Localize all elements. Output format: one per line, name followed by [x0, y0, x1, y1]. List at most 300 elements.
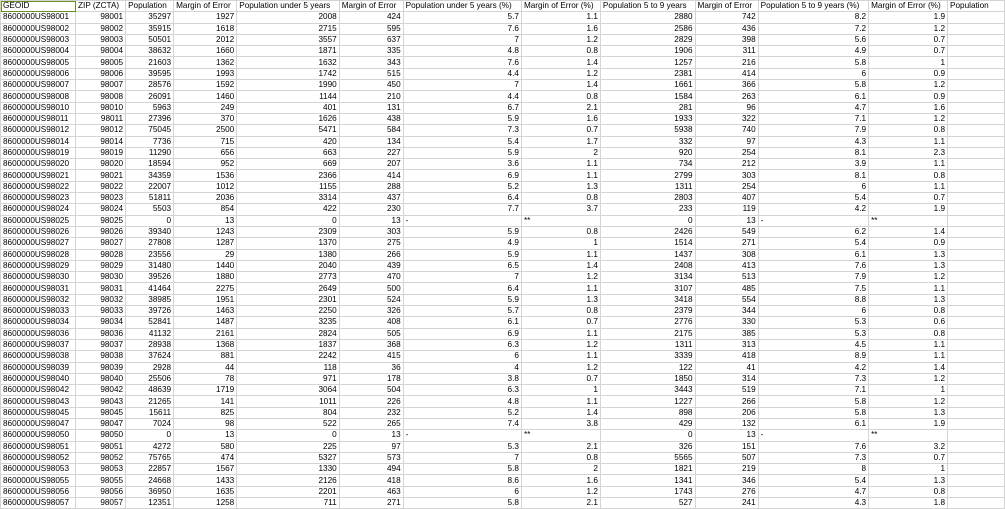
table-cell[interactable]: 2824	[237, 328, 339, 339]
table-cell[interactable]: 4.5	[758, 339, 868, 350]
table-cell[interactable]: 0.8	[521, 452, 600, 463]
table-cell[interactable]: 2366	[237, 170, 339, 181]
table-cell[interactable]: 254	[695, 147, 758, 158]
table-cell[interactable]: 8600000US98032	[1, 294, 76, 305]
table-cell[interactable]: 8600000US98012	[1, 125, 76, 136]
table-cell[interactable]: 1660	[174, 46, 237, 57]
table-cell[interactable]: 500	[339, 283, 403, 294]
table-cell[interactable]: 1011	[237, 396, 339, 407]
table-cell[interactable]: 1.2	[869, 396, 948, 407]
table-cell[interactable]: 31480	[126, 260, 174, 271]
table-cell[interactable]: 98012	[76, 125, 126, 136]
table-cell[interactable]: 637	[339, 34, 403, 45]
table-cell[interactable]: 7	[403, 452, 521, 463]
table-cell[interactable]: 1871	[237, 46, 339, 57]
table-cell[interactable]: 0.9	[869, 91, 948, 102]
table-cell[interactable]: 343	[339, 57, 403, 68]
table-cell[interactable]: 8600000US98027	[1, 238, 76, 249]
table-cell[interactable]: 1.2	[869, 113, 948, 124]
table-cell[interactable]: 8600000US98057	[1, 498, 76, 509]
table-cell[interactable]: 1.1	[521, 396, 600, 407]
table-cell[interactable]: 233	[600, 204, 695, 215]
table-cell[interactable]: 98047	[76, 418, 126, 429]
table-cell[interactable]: 8600000US98030	[1, 272, 76, 283]
table-cell[interactable]: 8600000US98014	[1, 136, 76, 147]
table-cell[interactable]: 5.9	[403, 147, 521, 158]
table-cell[interactable]: 1311	[600, 339, 695, 350]
table-cell[interactable]: 2715	[237, 23, 339, 34]
table-cell[interactable]: 3.9	[758, 159, 868, 170]
table-cell[interactable]	[948, 102, 1005, 113]
table-cell[interactable]: 1243	[174, 226, 237, 237]
table-cell[interactable]: 414	[339, 170, 403, 181]
table-cell[interactable]: 311	[695, 46, 758, 57]
table-cell[interactable]: 2381	[600, 68, 695, 79]
table-cell[interactable]: 7.6	[758, 441, 868, 452]
table-cell[interactable]: 669	[237, 159, 339, 170]
table-cell[interactable]: 2.1	[521, 498, 600, 509]
table-cell[interactable]: 98010	[76, 102, 126, 113]
table-cell[interactable]: 1990	[237, 80, 339, 91]
table-cell[interactable]: 265	[339, 418, 403, 429]
table-cell[interactable]: 6	[758, 181, 868, 192]
table-cell[interactable]: 5.9	[403, 226, 521, 237]
table-cell[interactable]: 3443	[600, 385, 695, 396]
column-header[interactable]: Margin of Error (%)	[521, 1, 600, 12]
table-cell[interactable]: 1	[869, 57, 948, 68]
table-cell[interactable]: 1.6	[521, 113, 600, 124]
table-cell[interactable]: 6	[403, 486, 521, 497]
table-cell[interactable]: 1012	[174, 181, 237, 192]
table-cell[interactable]: 7.3	[758, 452, 868, 463]
table-cell[interactable]: 6.1	[758, 91, 868, 102]
table-cell[interactable]: 1	[521, 238, 600, 249]
table-cell[interactable]	[948, 441, 1005, 452]
table-cell[interactable]	[948, 147, 1005, 158]
table-cell[interactable]: 6.1	[758, 418, 868, 429]
table-cell[interactable]: 98045	[76, 407, 126, 418]
table-cell[interactable]: 6.9	[403, 328, 521, 339]
table-cell[interactable]: 6.9	[403, 170, 521, 181]
table-cell[interactable]: 804	[237, 407, 339, 418]
table-cell[interactable]: 401	[237, 102, 339, 113]
table-cell[interactable]: 98003	[76, 34, 126, 45]
table-cell[interactable]: 1.4	[869, 362, 948, 373]
table-cell[interactable]: 131	[339, 102, 403, 113]
table-cell[interactable]: 7024	[126, 418, 174, 429]
table-cell[interactable]: 266	[695, 396, 758, 407]
table-cell[interactable]: 4.3	[758, 498, 868, 509]
table-cell[interactable]: 98006	[76, 68, 126, 79]
table-cell[interactable]: 0.7	[521, 317, 600, 328]
table-cell[interactable]: 36	[339, 362, 403, 373]
table-cell[interactable]: 8.2	[758, 12, 868, 23]
table-cell[interactable]: 1.2	[521, 362, 600, 373]
table-cell[interactable]: 12351	[126, 498, 174, 509]
table-cell[interactable]: 370	[174, 113, 237, 124]
table-cell[interactable]: 414	[695, 68, 758, 79]
column-header[interactable]: Population	[948, 1, 1005, 12]
table-cell[interactable]: 4.9	[403, 238, 521, 249]
table-cell[interactable]: 8600000US98037	[1, 339, 76, 350]
table-cell[interactable]: 0	[237, 215, 339, 226]
table-cell[interactable]: 3339	[600, 351, 695, 362]
table-cell[interactable]: 1	[521, 385, 600, 396]
table-cell[interactable]: 1743	[600, 486, 695, 497]
table-cell[interactable]: 1993	[174, 68, 237, 79]
table-cell[interactable]	[948, 238, 1005, 249]
table-cell[interactable]: 8600000US98050	[1, 430, 76, 441]
table-cell[interactable]: 1.2	[869, 23, 948, 34]
table-cell[interactable]: 424	[339, 12, 403, 23]
table-cell[interactable]: 1927	[174, 12, 237, 23]
table-cell[interactable]: 227	[339, 147, 403, 158]
table-cell[interactable]: 7	[403, 272, 521, 283]
table-cell[interactable]	[948, 328, 1005, 339]
table-cell[interactable]: 407	[695, 193, 758, 204]
table-cell[interactable]: 413	[695, 260, 758, 271]
table-cell[interactable]: 2175	[600, 328, 695, 339]
table-cell[interactable]: 2	[521, 147, 600, 158]
column-header[interactable]: ZIP (ZCTA)	[76, 1, 126, 12]
table-cell[interactable]: 36950	[126, 486, 174, 497]
table-cell[interactable]: 1.2	[521, 34, 600, 45]
table-cell[interactable]: -	[403, 430, 521, 441]
table-cell[interactable]: 8600000US98011	[1, 113, 76, 124]
table-cell[interactable]: 8600000US98021	[1, 170, 76, 181]
table-cell[interactable]: 415	[339, 351, 403, 362]
table-cell[interactable]: 2250	[237, 306, 339, 317]
table-cell[interactable]: 98026	[76, 226, 126, 237]
table-cell[interactable]: 1.2	[521, 272, 600, 283]
table-cell[interactable]: 308	[695, 249, 758, 260]
table-cell[interactable]: 1821	[600, 464, 695, 475]
table-cell[interactable]: 2.1	[521, 441, 600, 452]
table-cell[interactable]: 8600000US98001	[1, 12, 76, 23]
table-cell[interactable]: 429	[600, 418, 695, 429]
table-cell[interactable]: 7.5	[758, 283, 868, 294]
table-cell[interactable]: 1227	[600, 396, 695, 407]
table-cell[interactable]: 1	[869, 385, 948, 396]
table-cell[interactable]: 5503	[126, 204, 174, 215]
table-cell[interactable]: 0.8	[869, 328, 948, 339]
table-cell[interactable]: 98053	[76, 464, 126, 475]
table-cell[interactable]: 98011	[76, 113, 126, 124]
table-cell[interactable]: 1.7	[521, 136, 600, 147]
table-cell[interactable]: 281	[600, 102, 695, 113]
table-cell[interactable]: 50501	[126, 34, 174, 45]
table-cell[interactable]: 5.8	[758, 396, 868, 407]
table-cell[interactable]: 346	[695, 475, 758, 486]
table-cell[interactable]: 1.4	[521, 260, 600, 271]
table-cell[interactable]: 4.4	[403, 68, 521, 79]
table-cell[interactable]: 1.3	[521, 294, 600, 305]
table-cell[interactable]: 2	[521, 464, 600, 475]
table-cell[interactable]: 8600000US98010	[1, 102, 76, 113]
table-cell[interactable]	[948, 170, 1005, 181]
table-cell[interactable]: 97	[695, 136, 758, 147]
table-cell[interactable]	[948, 34, 1005, 45]
table-cell[interactable]: 3.6	[403, 159, 521, 170]
table-cell[interactable]: 39726	[126, 306, 174, 317]
table-cell[interactable]: 7.4	[403, 418, 521, 429]
table-cell[interactable]: 1155	[237, 181, 339, 192]
table-cell[interactable]: 1719	[174, 385, 237, 396]
table-cell[interactable]: 4	[403, 362, 521, 373]
table-cell[interactable]: 0.8	[521, 46, 600, 57]
table-cell[interactable]: 141	[174, 396, 237, 407]
table-cell[interactable]: 595	[339, 23, 403, 34]
table-cell[interactable]: 206	[695, 407, 758, 418]
table-cell[interactable]: 1592	[174, 80, 237, 91]
table-cell[interactable]: 952	[174, 159, 237, 170]
table-cell[interactable]: 3557	[237, 34, 339, 45]
table-cell[interactable]: -	[758, 215, 868, 226]
table-cell[interactable]: 151	[695, 441, 758, 452]
table-cell[interactable]: 1.9	[869, 204, 948, 215]
table-cell[interactable]: 5565	[600, 452, 695, 463]
table-cell[interactable]: 1463	[174, 306, 237, 317]
table-cell[interactable]: 313	[695, 339, 758, 350]
table-cell[interactable]: 0	[237, 430, 339, 441]
table-cell[interactable]: 0.8	[869, 486, 948, 497]
table-cell[interactable]: 8600000US98007	[1, 80, 76, 91]
table-cell[interactable]: 2379	[600, 306, 695, 317]
table-cell[interactable]: 1951	[174, 294, 237, 305]
table-cell[interactable]: 7	[403, 34, 521, 45]
table-cell[interactable]	[948, 430, 1005, 441]
table-cell[interactable]: 38985	[126, 294, 174, 305]
table-cell[interactable]: 13	[339, 430, 403, 441]
table-cell[interactable]: 1618	[174, 23, 237, 34]
table-cell[interactable]: 96	[695, 102, 758, 113]
table-cell[interactable]: 21603	[126, 57, 174, 68]
table-cell[interactable]: 8600000US98003	[1, 34, 76, 45]
table-cell[interactable]: 1.1	[869, 181, 948, 192]
table-cell[interactable]: 734	[600, 159, 695, 170]
table-cell[interactable]: 303	[695, 170, 758, 181]
table-cell[interactable]: 437	[339, 193, 403, 204]
table-cell[interactable]: 23556	[126, 249, 174, 260]
table-cell[interactable]: 41464	[126, 283, 174, 294]
table-cell[interactable]: 8	[758, 464, 868, 475]
table-cell[interactable]: 2426	[600, 226, 695, 237]
table-cell[interactable]: 1.2	[521, 339, 600, 350]
table-cell[interactable]: 881	[174, 351, 237, 362]
table-cell[interactable]: 1.4	[521, 407, 600, 418]
table-cell[interactable]: 1311	[600, 181, 695, 192]
table-cell[interactable]: 98005	[76, 57, 126, 68]
table-cell[interactable]: 207	[339, 159, 403, 170]
table-cell[interactable]: 5963	[126, 102, 174, 113]
table-cell[interactable]: 98025	[76, 215, 126, 226]
table-cell[interactable]: 1514	[600, 238, 695, 249]
table-cell[interactable]	[948, 294, 1005, 305]
table-cell[interactable]: 3314	[237, 193, 339, 204]
table-cell[interactable]: 8600000US98026	[1, 226, 76, 237]
table-cell[interactable]: 48639	[126, 385, 174, 396]
table-cell[interactable]	[948, 80, 1005, 91]
table-cell[interactable]: 51811	[126, 193, 174, 204]
table-cell[interactable]: 276	[695, 486, 758, 497]
table-cell[interactable]: 210	[339, 91, 403, 102]
table-cell[interactable]: 0.8	[869, 125, 948, 136]
table-cell[interactable]: 4.2	[758, 362, 868, 373]
table-cell[interactable]: 271	[695, 238, 758, 249]
table-cell[interactable]: 3134	[600, 272, 695, 283]
table-cell[interactable]: 1258	[174, 498, 237, 509]
table-cell[interactable]	[948, 283, 1005, 294]
table-cell[interactable]: 1.2	[869, 373, 948, 384]
table-cell[interactable]: 7.9	[758, 272, 868, 283]
table-cell[interactable]: 474	[174, 452, 237, 463]
table-cell[interactable]: 6.3	[403, 385, 521, 396]
table-cell[interactable]: 98037	[76, 339, 126, 350]
table-cell[interactable]: 11290	[126, 147, 174, 158]
table-cell[interactable]: 118	[237, 362, 339, 373]
table-cell[interactable]: 271	[339, 498, 403, 509]
table-cell[interactable]: 3.2	[869, 441, 948, 452]
table-cell[interactable]: 418	[695, 351, 758, 362]
table-cell[interactable]: 368	[339, 339, 403, 350]
table-cell[interactable]: 8600000US98024	[1, 204, 76, 215]
table-cell[interactable]: 2301	[237, 294, 339, 305]
table-cell[interactable]: 344	[695, 306, 758, 317]
table-cell[interactable]: 1.6	[521, 475, 600, 486]
table-cell[interactable]: 1.3	[869, 407, 948, 418]
table-cell[interactable]: 13	[339, 215, 403, 226]
table-cell[interactable]	[948, 46, 1005, 57]
table-cell[interactable]: 13	[174, 215, 237, 226]
table-cell[interactable]: 5.2	[403, 181, 521, 192]
table-cell[interactable]: 98033	[76, 306, 126, 317]
table-cell[interactable]: 1257	[600, 57, 695, 68]
table-cell[interactable]	[948, 249, 1005, 260]
table-cell[interactable]: 1632	[237, 57, 339, 68]
table-cell[interactable]: 5.9	[403, 113, 521, 124]
table-cell[interactable]: 98014	[76, 136, 126, 147]
table-cell[interactable]: 4272	[126, 441, 174, 452]
table-cell[interactable]: 8600000US98019	[1, 147, 76, 158]
table-cell[interactable]: 4.8	[403, 396, 521, 407]
table-cell[interactable]	[948, 373, 1005, 384]
table-cell[interactable]: 366	[695, 80, 758, 91]
table-cell[interactable]: 39526	[126, 272, 174, 283]
table-cell[interactable]: 1742	[237, 68, 339, 79]
table-cell[interactable]: 2036	[174, 193, 237, 204]
table-cell[interactable]: 122	[600, 362, 695, 373]
table-cell[interactable]	[948, 498, 1005, 509]
table-cell[interactable]: 178	[339, 373, 403, 384]
table-cell[interactable]	[948, 159, 1005, 170]
column-header[interactable]: GEOID	[1, 1, 76, 12]
table-cell[interactable]: 1368	[174, 339, 237, 350]
table-cell[interactable]	[948, 452, 1005, 463]
column-header[interactable]: Population	[126, 1, 174, 12]
table-cell[interactable]: 8600000US98040	[1, 373, 76, 384]
table-cell[interactable]: 98057	[76, 498, 126, 509]
table-cell[interactable]: 326	[600, 441, 695, 452]
table-cell[interactable]: 22007	[126, 181, 174, 192]
table-cell[interactable]	[948, 362, 1005, 373]
table-cell[interactable]: 6.5	[403, 260, 521, 271]
table-cell[interactable]: 1626	[237, 113, 339, 124]
table-cell[interactable]: 2649	[237, 283, 339, 294]
table-cell[interactable]	[948, 464, 1005, 475]
table-cell[interactable]: 971	[237, 373, 339, 384]
table-cell[interactable]	[948, 385, 1005, 396]
table-cell[interactable]: 4.8	[403, 46, 521, 57]
table-cell[interactable]: 98039	[76, 362, 126, 373]
table-cell[interactable]	[948, 475, 1005, 486]
table-cell[interactable]: 2161	[174, 328, 237, 339]
table-cell[interactable]: 1440	[174, 260, 237, 271]
table-cell[interactable]: 2408	[600, 260, 695, 271]
table-cell[interactable]: 0	[600, 430, 695, 441]
table-cell[interactable]: 25506	[126, 373, 174, 384]
table-cell[interactable]: 1.3	[521, 181, 600, 192]
table-cell[interactable]: 505	[339, 328, 403, 339]
table-cell[interactable]: 1.1	[869, 339, 948, 350]
table-cell[interactable]	[948, 317, 1005, 328]
table-cell[interactable]: 13	[695, 430, 758, 441]
table-cell[interactable]: 98029	[76, 260, 126, 271]
table-cell[interactable]: 98	[174, 418, 237, 429]
table-cell[interactable]: 7736	[126, 136, 174, 147]
table-cell[interactable]: 1.1	[521, 351, 600, 362]
table-cell[interactable]: 1433	[174, 475, 237, 486]
table-cell[interactable]: 1.1	[869, 283, 948, 294]
table-cell[interactable]: 98019	[76, 147, 126, 158]
table-cell[interactable]: 742	[695, 12, 758, 23]
table-cell[interactable]: 5471	[237, 125, 339, 136]
table-cell[interactable]: 1.4	[869, 226, 948, 237]
table-cell[interactable]: 8600000US98002	[1, 23, 76, 34]
column-header[interactable]: Margin of Error	[695, 1, 758, 12]
table-cell[interactable]: 8600000US98045	[1, 407, 76, 418]
column-header[interactable]: Margin of Error	[339, 1, 403, 12]
table-cell[interactable]: 6.7	[403, 102, 521, 113]
table-cell[interactable]: 8600000US98006	[1, 68, 76, 79]
column-header[interactable]: Margin of Error	[174, 1, 237, 12]
table-cell[interactable]: 0.8	[521, 226, 600, 237]
table-cell[interactable]: 98024	[76, 204, 126, 215]
table-cell[interactable]: 7.6	[758, 260, 868, 271]
table-cell[interactable]: 1880	[174, 272, 237, 283]
table-cell[interactable]: 656	[174, 147, 237, 158]
table-cell[interactable]: 15611	[126, 407, 174, 418]
table-cell[interactable]: 5.4	[758, 193, 868, 204]
table-cell[interactable]: 515	[339, 68, 403, 79]
table-cell[interactable]: 1906	[600, 46, 695, 57]
table-cell[interactable]: 7.3	[758, 373, 868, 384]
table-cell[interactable]: 98008	[76, 91, 126, 102]
table-cell[interactable]: 8600000US98033	[1, 306, 76, 317]
table-cell[interactable]: 2500	[174, 125, 237, 136]
table-cell[interactable]: 1370	[237, 238, 339, 249]
table-cell[interactable]: 549	[695, 226, 758, 237]
table-cell[interactable]: 6.3	[403, 339, 521, 350]
table-cell[interactable]: 41	[695, 362, 758, 373]
table-cell[interactable]: 2008	[237, 12, 339, 23]
table-cell[interactable]: 3107	[600, 283, 695, 294]
table-cell[interactable]: 98042	[76, 385, 126, 396]
table-cell[interactable]: 0.7	[869, 452, 948, 463]
table-cell[interactable]: 6	[758, 306, 868, 317]
table-cell[interactable]: 6	[758, 68, 868, 79]
table-cell[interactable]: 418	[339, 475, 403, 486]
table-cell[interactable]: 27808	[126, 238, 174, 249]
